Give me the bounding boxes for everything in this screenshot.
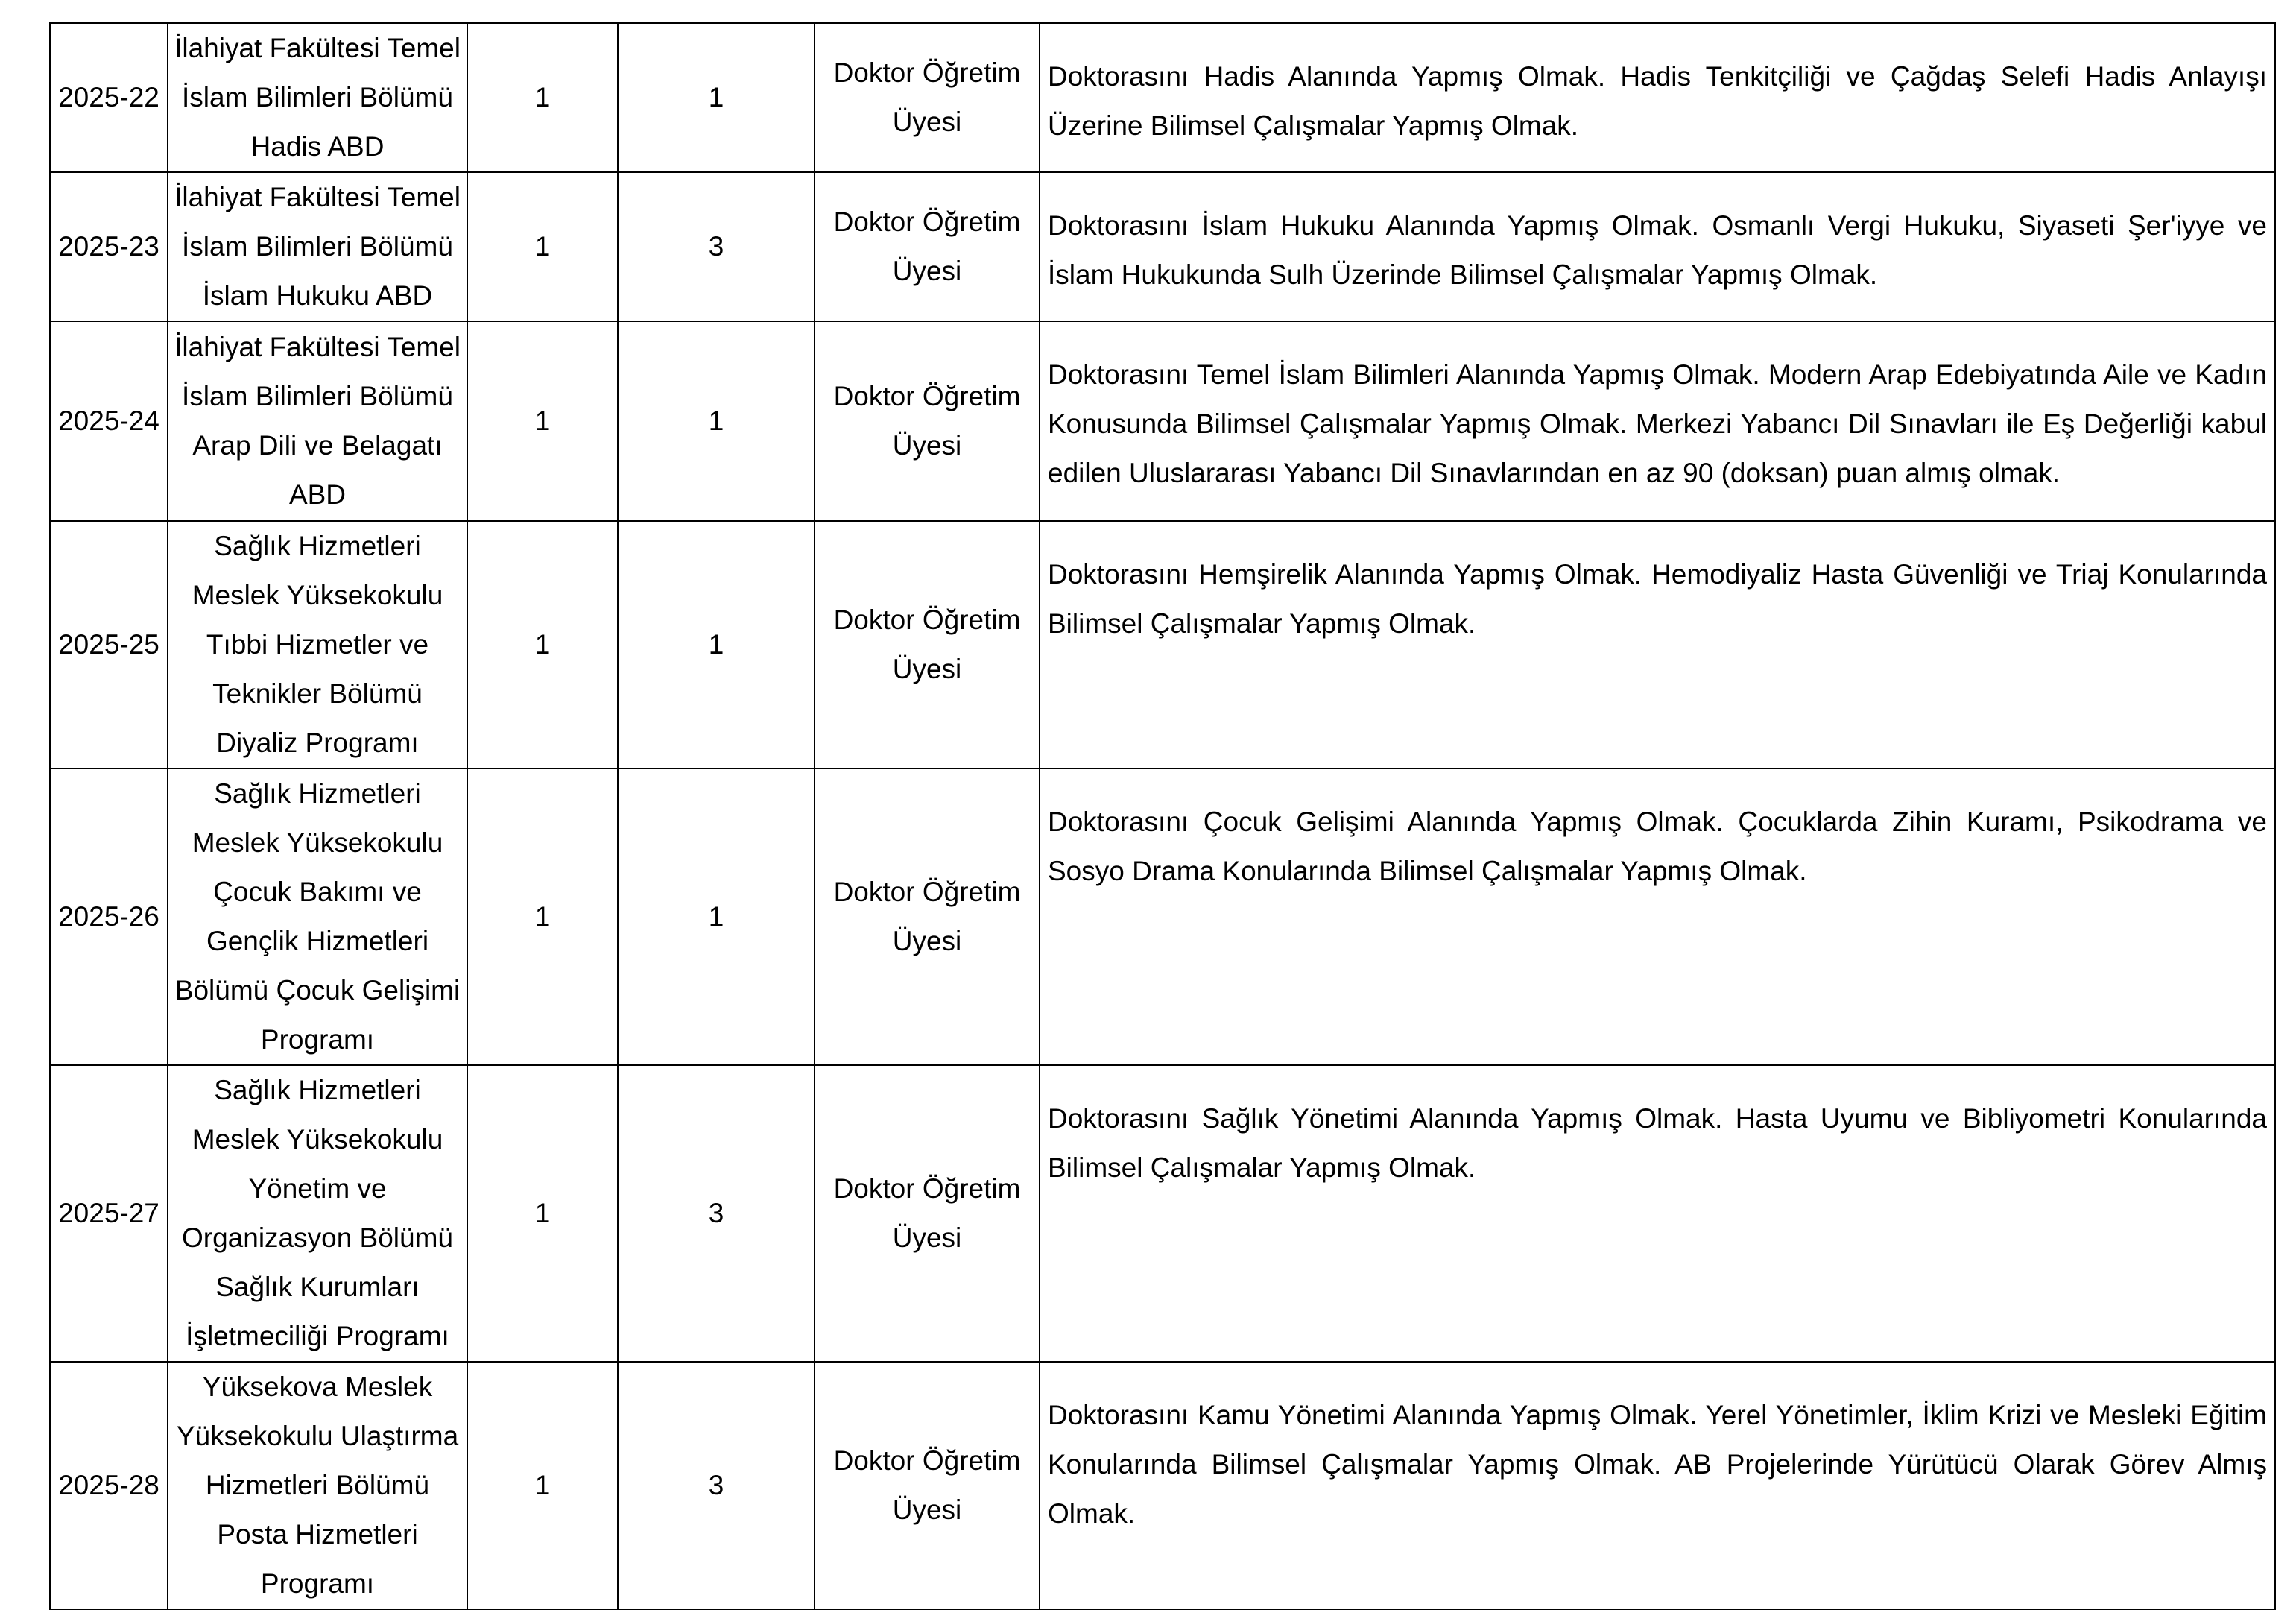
position-code: 2025-28 — [58, 1470, 159, 1500]
academic-unit: Sağlık Hizmetleri Meslek Yüksekokulu Yönetim ve Organizasyon Bölümü Sağlık Kurumları İşletmeciliği Programı — [181, 1075, 454, 1351]
table-row — [50, 23, 2275, 172]
staff-title-cell — [815, 23, 1040, 172]
academic-unit: İlahiyat Fakültesi Temel İslam Bilimleri Bölümü Arap Dili ve Belagatı ABD — [174, 332, 461, 510]
position-degree: 3 — [708, 1470, 724, 1500]
position-code-cell — [50, 1362, 168, 1609]
position-code-cell — [50, 23, 168, 172]
staff-title-cell — [815, 321, 1040, 521]
position-code: 2025-26 — [58, 901, 159, 932]
position-code: 2025-24 — [58, 405, 159, 436]
academic-unit: İlahiyat Fakültesi Temel İslam Bilimleri Bölümü Hadis ABD — [174, 33, 461, 162]
position-count: 1 — [534, 901, 551, 932]
staff-title-cell — [815, 768, 1040, 1065]
position-degree: 1 — [708, 82, 724, 113]
academic-unit: Yüksekova Meslek Yüksekokulu Ulaştırma Hizmetleri Bölümü Posta Hizmetleri Programı — [176, 1371, 459, 1599]
staff-title: Doktor Öğretim Üyesi — [833, 57, 1021, 137]
position-degree: 3 — [708, 231, 724, 262]
staff-title: Doktor Öğretim Üyesi — [833, 206, 1021, 286]
position-count-cell — [467, 321, 618, 521]
position-degree: 1 — [708, 629, 724, 660]
academic-unit-cell — [168, 1362, 467, 1609]
academic-unit-cell — [168, 521, 467, 768]
table-row — [50, 521, 2275, 768]
requirement-cell — [1040, 1065, 2275, 1362]
position-degree-cell — [618, 321, 815, 521]
staff-title: Doktor Öğretim Üyesi — [833, 1173, 1021, 1253]
position-degree: 1 — [708, 405, 724, 436]
position-code-cell — [50, 172, 168, 321]
position-count: 1 — [534, 1198, 551, 1228]
staff-title-cell — [815, 172, 1040, 321]
position-count: 1 — [534, 405, 551, 436]
position-degree-cell — [618, 1065, 815, 1362]
academic-unit: Sağlık Hizmetleri Meslek Yüksekokulu Tıbbi Hizmetler ve Teknikler Bölümü Diyaliz Programı — [192, 531, 443, 758]
requirement-cell — [1040, 768, 2275, 1065]
position-code: 2025-23 — [58, 231, 159, 262]
requirement-cell — [1040, 23, 2275, 172]
position-code: 2025-25 — [58, 629, 159, 660]
academic-unit-cell — [168, 23, 467, 172]
position-count: 1 — [534, 231, 551, 262]
academic-unit-cell — [168, 1065, 467, 1362]
academic-unit: İlahiyat Fakültesi Temel İslam Bilimleri Bölümü İslam Hukuku ABD — [174, 182, 461, 311]
staff-title-cell — [815, 1362, 1040, 1609]
requirement-cell — [1040, 521, 2275, 768]
table-row — [50, 321, 2275, 521]
position-count-cell — [467, 172, 618, 321]
staff-title-cell — [815, 1065, 1040, 1362]
requirement-text: Doktorasını Temel İslam Bilimleri Alanında Yapmış Olmak. Modern Arap Edebiyatında Aile ve Kadın Konusunda Bilimsel Çalışmalar Yapmış Olmak. Merkezi Yabancı Dil Sınavları ile Eş Değerliği kabul edilen Uluslararası Yabancı Dil Sınavlarından en az 90 (doksan) puan almış olmak. — [1048, 359, 2267, 488]
position-degree: 3 — [708, 1198, 724, 1228]
positions-table-body — [50, 23, 2275, 1609]
requirement-cell — [1040, 172, 2275, 321]
academic-unit-cell — [168, 321, 467, 521]
requirement-text: Doktorasını İslam Hukuku Alanında Yapmış Olmak. Osmanlı Vergi Hukuku, Siyaseti Şer'iyye ve İslam Hukukunda Sulh Üzerinde Bilimsel Çalışmalar Yapmış Olmak. — [1048, 210, 2267, 290]
position-degree-cell — [618, 172, 815, 321]
requirement-text: Doktorasını Hemşirelik Alanında Yapmış Olmak. Hemodiyaliz Hasta Güvenliği ve Triaj Konularında Bilimsel Çalışmalar Yapmış Olmak. — [1048, 559, 2267, 639]
position-code: 2025-27 — [58, 1198, 159, 1228]
staff-title-cell — [815, 521, 1040, 768]
position-count-cell — [467, 1362, 618, 1609]
position-count-cell — [467, 521, 618, 768]
position-degree-cell — [618, 1362, 815, 1609]
requirement-text: Doktorasını Çocuk Gelişimi Alanında Yapmış Olmak. Çocuklarda Zihin Kuramı, Psikodrama ve Sosyo Drama Konularında Bilimsel Çalışmalar Yapmış Olmak. — [1048, 806, 2267, 886]
position-degree-cell — [618, 23, 815, 172]
position-code-cell — [50, 521, 168, 768]
position-code-cell — [50, 321, 168, 521]
table-row — [50, 1065, 2275, 1362]
position-count-cell — [467, 768, 618, 1065]
academic-unit-cell — [168, 172, 467, 321]
position-degree: 1 — [708, 901, 724, 932]
position-degree-cell — [618, 521, 815, 768]
staff-title: Doktor Öğretim Üyesi — [833, 604, 1021, 684]
position-count: 1 — [534, 82, 551, 113]
position-count: 1 — [534, 629, 551, 660]
staff-title: Doktor Öğretim Üyesi — [833, 877, 1021, 956]
staff-title: Doktor Öğretim Üyesi — [833, 381, 1021, 461]
staff-title: Doktor Öğretim Üyesi — [833, 1445, 1021, 1525]
academic-unit: Sağlık Hizmetleri Meslek Yüksekokulu Çocuk Bakımı ve Gençlik Hizmetleri Bölümü Çocuk Gelişimi Programı — [174, 778, 461, 1055]
requirement-text: Doktorasını Kamu Yönetimi Alanında Yapmış Olmak. Yerel Yönetimler, İklim Krizi ve Mesleki Eğitim Konularında Bilimsel Çalışmalar Yapmış Olmak. AB Projelerinde Yürütücü Olarak Görev Almış Olmak. — [1048, 1400, 2267, 1529]
position-degree-cell — [618, 768, 815, 1065]
requirement-text: Doktorasını Sağlık Yönetimi Alanında Yapmış Olmak. Hasta Uyumu ve Bibliyometri Konularında Bilimsel Çalışmalar Yapmış Olmak. — [1048, 1103, 2267, 1183]
position-count-cell — [467, 1065, 618, 1362]
position-code: 2025-22 — [58, 82, 159, 113]
requirement-cell — [1040, 1362, 2275, 1609]
academic-unit-cell — [168, 768, 467, 1065]
position-count-cell — [467, 23, 618, 172]
position-count: 1 — [534, 1470, 551, 1500]
table-row — [50, 1362, 2275, 1609]
position-code-cell — [50, 768, 168, 1065]
position-code-cell — [50, 1065, 168, 1362]
table-row — [50, 172, 2275, 321]
requirement-text: Doktorasını Hadis Alanında Yapmış Olmak. Hadis Tenkitçiliği ve Çağdaş Selefi Hadis Anlayışı Üzerine Bilimsel Çalışmalar Yapmış Olmak. — [1048, 61, 2267, 141]
requirement-cell — [1040, 321, 2275, 521]
table-row — [50, 768, 2275, 1065]
positions-table — [49, 22, 2276, 1610]
